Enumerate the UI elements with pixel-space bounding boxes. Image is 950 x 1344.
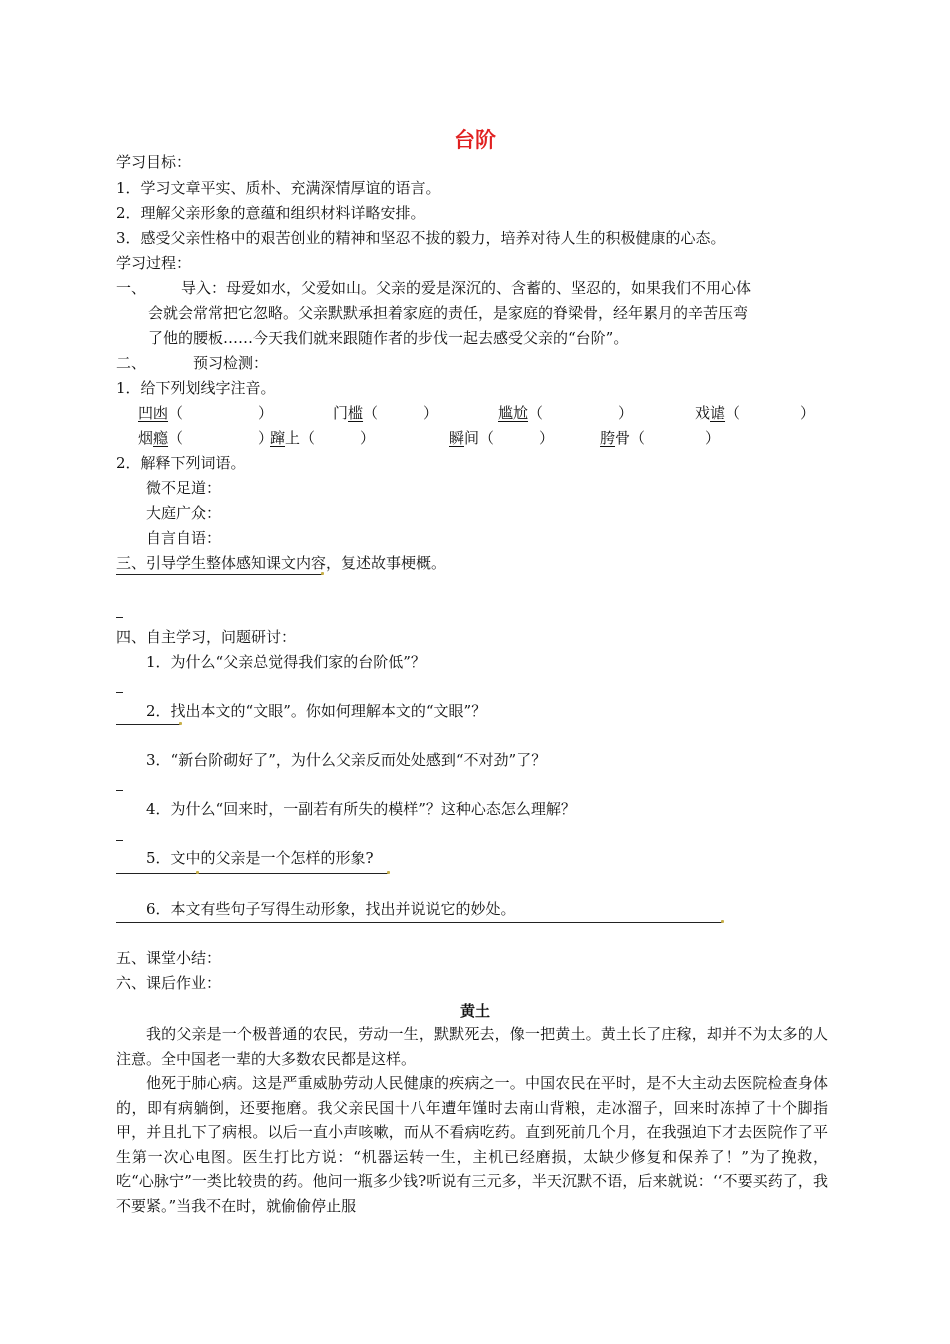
answer-blank: （ ） (300, 429, 376, 447)
pinyin-item (333, 403, 438, 423)
question-pinyin: 1．给下列划线字注音。 (116, 379, 276, 397)
goal-item: 1．学习文章平实、质朴、充满深情厚谊的语言。 (116, 179, 441, 197)
answer-line (116, 617, 123, 618)
section-6: 六、课后作业： (116, 974, 222, 992)
word-suffix: 骨 (615, 429, 631, 447)
answer-line (116, 840, 123, 841)
word-prefix: 烟 (138, 429, 154, 447)
pinyin-item (695, 403, 815, 423)
goal-item: 2．理解父亲形象的意蕴和组织材料详略安排。 (116, 204, 426, 222)
term-item: 自言自语： (146, 529, 222, 547)
section-5: 五、课堂小结： (116, 949, 222, 967)
underlined-word: 槛 (348, 404, 364, 422)
discussion-question: 3．“新台阶砌好了”，为什么父亲反而处处感到“不对劲”了？ (146, 751, 547, 769)
marker-dot (196, 871, 199, 874)
goal-item: 3．感受父亲性格中的艰苦创业的精神和坚忍不拔的毅力，培养对待人生的积极健康的心态。 (116, 229, 726, 247)
answer-blank: （ ） (528, 404, 634, 422)
answer-blank: （ ） (168, 404, 274, 422)
marker-dot (387, 871, 390, 874)
discussion-question: 1．为什么“父亲总觉得我们家的台阶低”？ (146, 653, 426, 671)
answer-blank: （ ） (725, 404, 816, 422)
process-heading: 学习过程： (116, 254, 192, 272)
pinyin-item (600, 428, 720, 448)
pinyin-item (498, 403, 633, 423)
discussion-question: 2．找出本文的“文眼”。你如何理解本文的“文眼”？ (146, 702, 487, 720)
pinyin-item (449, 428, 554, 448)
discussion-question: 5．文中的父亲是一个怎样的形象? (146, 849, 374, 867)
section-2-number: 二、 (116, 354, 147, 372)
answer-blank: （ ） (630, 429, 721, 447)
word-suffix: 间 (464, 429, 480, 447)
reading-paragraph: 他死于肺心病。这是严重威胁劳动人民健康的疾病之一。中国农民在平时，是不大主动去医院检查身体的，即有病躺倒，还要拖磨。我父亲民国十八年遭年馑时去南山背粮，走冰溜子，回来时冻掉了十个脚指甲，并且扎下了病根。以后一直小声咳嗽，而从不看病吃药。直到死前几个月，在我强迫下才去医院作了平生第一次心电图。医生打比方说：“机器运转一生，主机已经磨损，太缺少修复和保养了！”为了挽救，吃“心脉宁”一类比较贵的药。他问一瓶多少钱?听说有三元多，半天沉默不语，后来就说：‘‘不要买药了，我不要紧。”当我不在时，就偷偷停止服 (116, 1074, 828, 1215)
answer-line (116, 790, 123, 791)
reading-title: 黄土 (459, 1002, 490, 1020)
pinyin-item (138, 428, 273, 448)
word-suffix: 上 (285, 429, 301, 447)
answer-line (116, 574, 322, 575)
answer-line (116, 922, 722, 923)
term-item: 微不足道： (146, 479, 222, 497)
question-terms: 2．解释下列词语。 (116, 454, 246, 472)
section-1-number: 一、 (116, 279, 147, 297)
underlined-word: 凹凼 (138, 404, 169, 422)
section-1-line: 了他的腰板……今天我们就来跟随作者的步伐一起去感受父亲的“台阶”。 (148, 329, 629, 347)
marker-dot (179, 722, 182, 725)
marker-dot (721, 920, 724, 923)
discussion-question: 4．为什么“回来时，一副若有所失的模样”？这种心态怎么理解？ (146, 800, 576, 818)
underlined-word: 瞬 (449, 429, 465, 447)
answer-blank: （ ） (168, 429, 274, 447)
word-prefix: 门 (333, 404, 349, 422)
answer-line (116, 724, 180, 725)
underlined-word: 谑 (710, 404, 726, 422)
underlined-word: 尴尬 (498, 404, 529, 422)
pinyin-item (138, 403, 273, 423)
discussion-question: 6．本文有些句子写得生动形象，找出并说说它的妙处。 (146, 900, 516, 918)
underlined-word: 瘾 (153, 429, 169, 447)
section-3: 三、引导学生整体感知课文内容，复述故事梗概。 (116, 554, 447, 572)
underlined-word: 蹿 (270, 429, 286, 447)
term-item: 大庭广众： (146, 504, 222, 522)
pinyin-item (270, 428, 375, 448)
answer-line (116, 873, 388, 874)
answer-blank: （ ） (363, 404, 439, 422)
section-1-line: 会就会常常把它忽略。父亲默默承担着家庭的责任，是家庭的脊梁骨，经年累月的辛苦压弯 (148, 304, 749, 322)
goals-heading: 学习目标： (116, 153, 192, 171)
underlined-word: 胯 (600, 429, 616, 447)
document-title: 台阶 (454, 128, 496, 152)
word-prefix: 戏 (695, 404, 711, 422)
section-1-line: 导入：母爱如水，父爱如山。父亲的爱是深沉的、含蓄的、坚忍的，如果我们不用心体 (181, 279, 752, 297)
section-2-title: 预习检测： (193, 354, 269, 372)
marker-dot (321, 572, 324, 575)
reading-paragraph: 我的父亲是一个极普通的农民，劳动一生，默默死去，像一把黄土。黄土长了庄稼，却并不为太多的人注意。全中国老一辈的大多数农民都是这样。 (116, 1025, 828, 1068)
answer-line (116, 692, 123, 693)
section-4: 四、自主学习，问题研讨： (116, 628, 297, 646)
answer-blank: （ ） (479, 429, 555, 447)
